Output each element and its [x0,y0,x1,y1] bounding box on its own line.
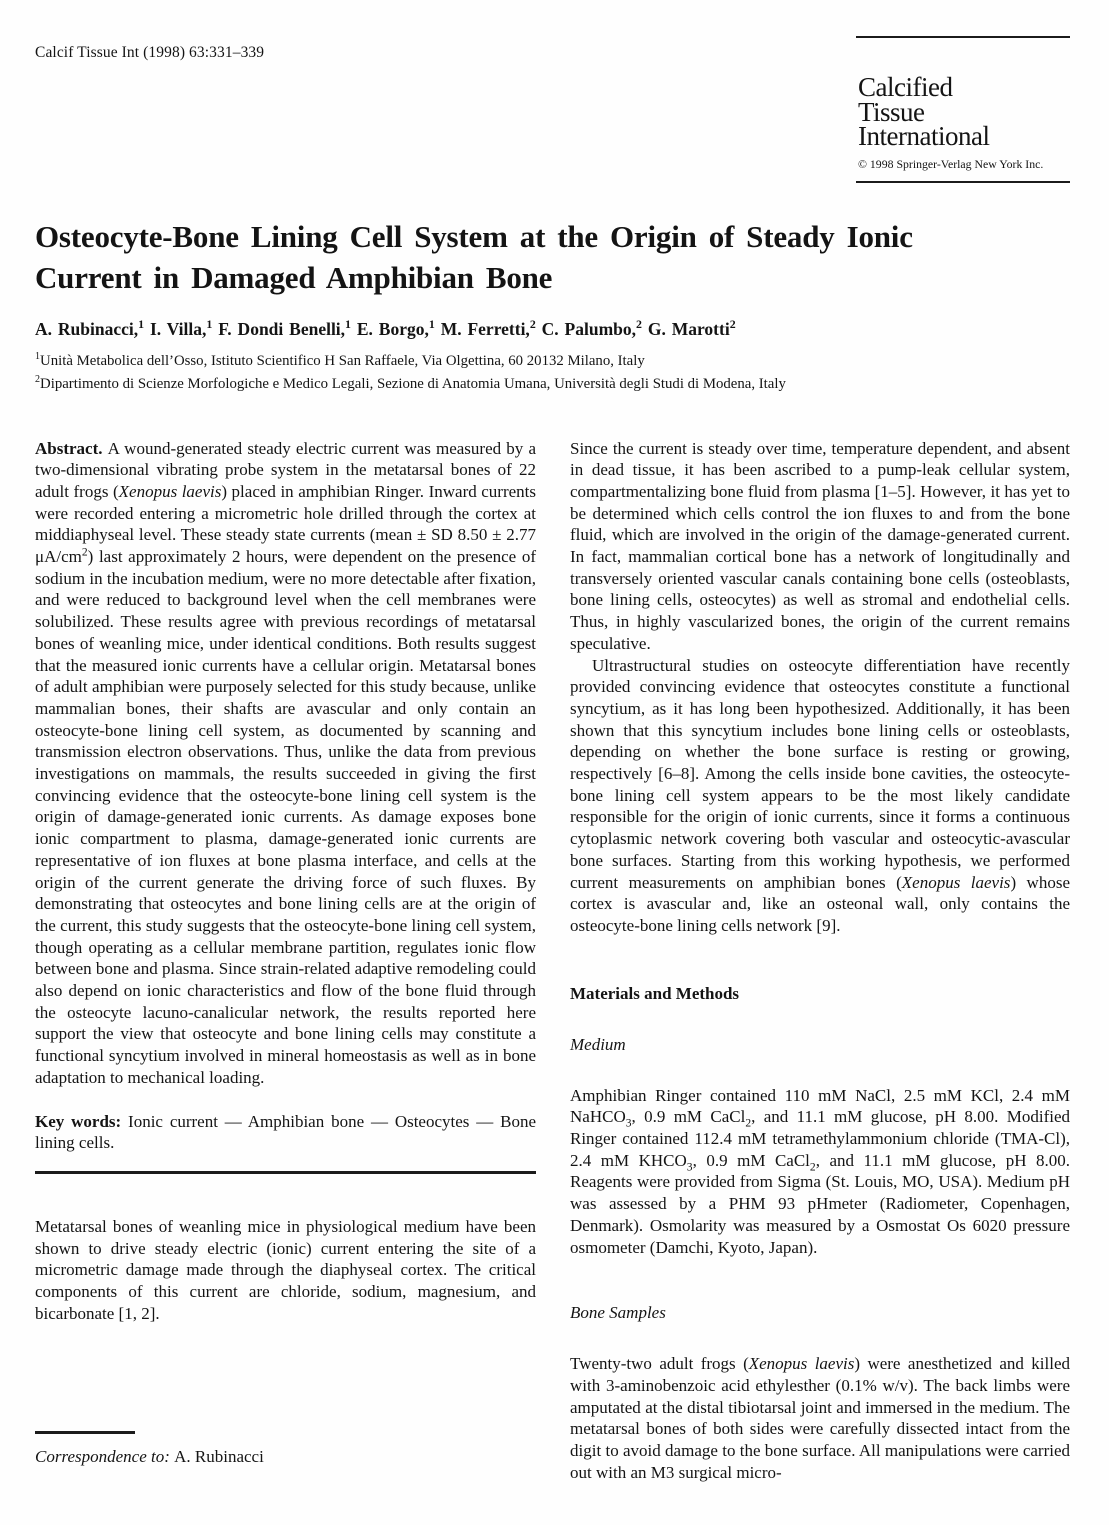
journal-logo-line-2: Tissue [858,96,925,127]
right-column [570,438,1070,1518]
journal-logo-line-3: International [858,121,990,151]
affiliation-1: $^1$Unità Metabolica dell’Osso, Istituto Scientifico H San Raffaele, Via Olgettina, 60 20132 Milano, Italy [35,350,645,369]
column-divider-rule [35,1171,536,1174]
correspondence-block [35,1431,536,1517]
medium-paragraph: Amphibian Ringer contained 110 mM NaCl, 2.5 mM KCl, 2.4 mM NaHCO$_3$, 0.9 mM CaCl$_2$, and 11.1 mM glucose, pH 8.00. Modified Ringer contained 112.4 mM tetramethylammonium chloride (TMA-Cl), 2.4 mM $KHCO_3$, 0.9 mM CaCl$_2$, and 11.1 mM glucose, pH 8.00. Reagents were provided from Sigma (St. Louis, MO, USA). Medium pH was assessed by a PHM 93 pHmeter (Radiometer, Copenhagen, Denmark). Osmolarity was measured by a Osmostat Os 6020 pressure osmometer (Damchi, Kyoto, Japan). [570,1085,1070,1257]
body-paragraph-1: Since the current is steady over time, temperature dependent, and absent in dead tissue, it has been ascribed to a pump-leak cellular system, compartmentalizing bone fluid from plasma [1–5]. However, it has yet to be determined which cells control the ion fluxes to and from the bone fluid, which are involved in the origin of the damage-generated current. In fact, mammalian cortical bone has a network of longitudinally and transversely oriented vascular canals containing bone cells (osteoblasts, bone lining cells, osteocytes) as well as stromal and endothelial cells. Thus, in highly vascularized bones, the origin of the current remains speculative. [570,438,1070,653]
affiliations [35,350,1070,397]
bone-samples-paragraph: Twenty-two adult frogs (Xenopus laevis) were anesthetized and killed with 3-aminobenzoic acid ethylesther (0.1% w/v). The back limbs were amputated at the distal tibiotarsal joint and immersed in the medium. The metatarsal bones of both sides were carefully dissected intact from the digit to avoid damage to the bone surface. All manipulations were carried out with an M3 surgical micro- [570,1354,1071,1482]
journal-logo [856,36,1070,183]
intro-paragraph: Metatarsal bones of weanling mice in physiological medium have been shown to drive steady electric (ionic) current entering the site of a micrometric damage made through the diaphyseal cortex. The critical components of this current are chloride, sodium, magnesium, and bicarbonate [1, 2]. [35,1217,536,1323]
body-paragraph-2: Ultrastructural studies on osteocyte differentiation have recently provided convincing evidence that osteocytes constitute a functional syncytium, as it has long been hypothesized. Additionally, it has been shown that this syncytium includes bone lining cells or osteoblasts, depending on whether the bone surface is resting or growing, respectively [6–8]. Among the cells inside bone cavities, the osteocyte-bone lining cell system appears to be the most likely candidate responsible for the origin of ionic currents, since it forms a continuous cytoplasmic network covering both vascular and osteocytic-avascular bone surfaces. Starting from this working hypothesis, we performed current measurements on amphibian bones (Xenopus laevis) whose cortex is avascular and, like an osteonal wall, only contains the osteocyte-bone lining cells network [9]. [570,655,1070,935]
correspondence-note: Correspondence to: A. Rubinacci [35,1446,264,1466]
keywords-paragraph: Key words: Ionic current — Amphibian bone — Osteocytes — Bone lining cells. [35,1111,536,1153]
correspondence-rule [35,1431,135,1434]
page-header [35,36,1070,183]
article-title: Osteocyte-Bone Lining Cell System at the Origin of Steady Ionic Current in Damaged Amphibian Bone [35,218,913,295]
left-column [35,438,536,1518]
subsection-heading-bone-samples: Bone Samples [570,1303,666,1323]
copyright-notice: © 1998 Springer-Verlag New York Inc. [858,156,1044,171]
section-heading-materials-and-methods: Materials and Methods [570,983,740,1003]
journal-logo-line-1: Calcified [858,72,953,102]
journal-reference: Calcif Tissue Int (1998) 63:331–339 [35,44,265,61]
abstract-paragraph: Abstract. A wound-generated steady electric current was measured by a two-dimensional vibrating probe system in the metatarsal bones of 22 adult frogs (Xenopus laevis) placed in amphibian Ringer. Inward currents were recorded entering a micrometric hole drilled through the cortex at middiaphyseal level. These steady state currents (mean ± SD 8.50 ± 2.77 $\mu A/cm^2$) last approximately 2 hours, were dependent on the presence of sodium in the incubation medium, were no more detectable after fixation, and were reduced to background level when the cell membranes were solubilized. These results agree with previous recordings of metatarsal bones of weanling mice, under identical conditions. Both results suggest that the measured ionic currents have a cellular origin. Metatarsal bones of adult amphibian were purposely selected for this study because, unlike mammalian bones, their shafts are avascular and only contain an osteocyte-bone lining cell system, as documented by scanning and transmission electron observations. Thus, unlike the data from previous investigations on mammals, the results succeeded in giving the first convincing evidence that the osteocyte-bone lining cell system is the origin of damage-generated ionic currents. As damage exposes bone ionic compartment to plasma, damage-generated ionic currents are representative of ion fluxes at bone plasma interface, and cells at the origin of the current generate the driving force of such fluxes. By demonstrating that osteocytes and bone lining cells are at the origin of the current, this study suggests that the osteocyte-bone lining cell system, though operating as a cellular membrane partition, regulates ionic flow between bone and plasma. Since strain-related adaptive remodeling could also depend on ionic characteristics and flow of the bone fluid through the osteocyte lacuno-canalicular network, the results reported here support the view that osteocyte and bone lining cells may constitute a functional syncytium involved in mineral homeostasis as well as in bone adaptation to mechanical loading. [35,438,537,1087]
affiliation-2: $^2$Dipartimento di Scienze Morfologiche e Medico Legali, Sezione di Anatomia Umana, Università degli Studi di Modena, Italy [35,374,786,392]
author-list: A. Rubinacci,$^1$ I. Villa,$^1$ F. Dondi Benelli,$^1$ E. Borgo,$^1$ M. Ferretti,$^2$ C. Palumbo,$^2$ G. Marotti$^2$ [35,316,736,339]
subsection-heading-medium: Medium [570,1034,626,1054]
two-column-body [35,438,1070,1518]
